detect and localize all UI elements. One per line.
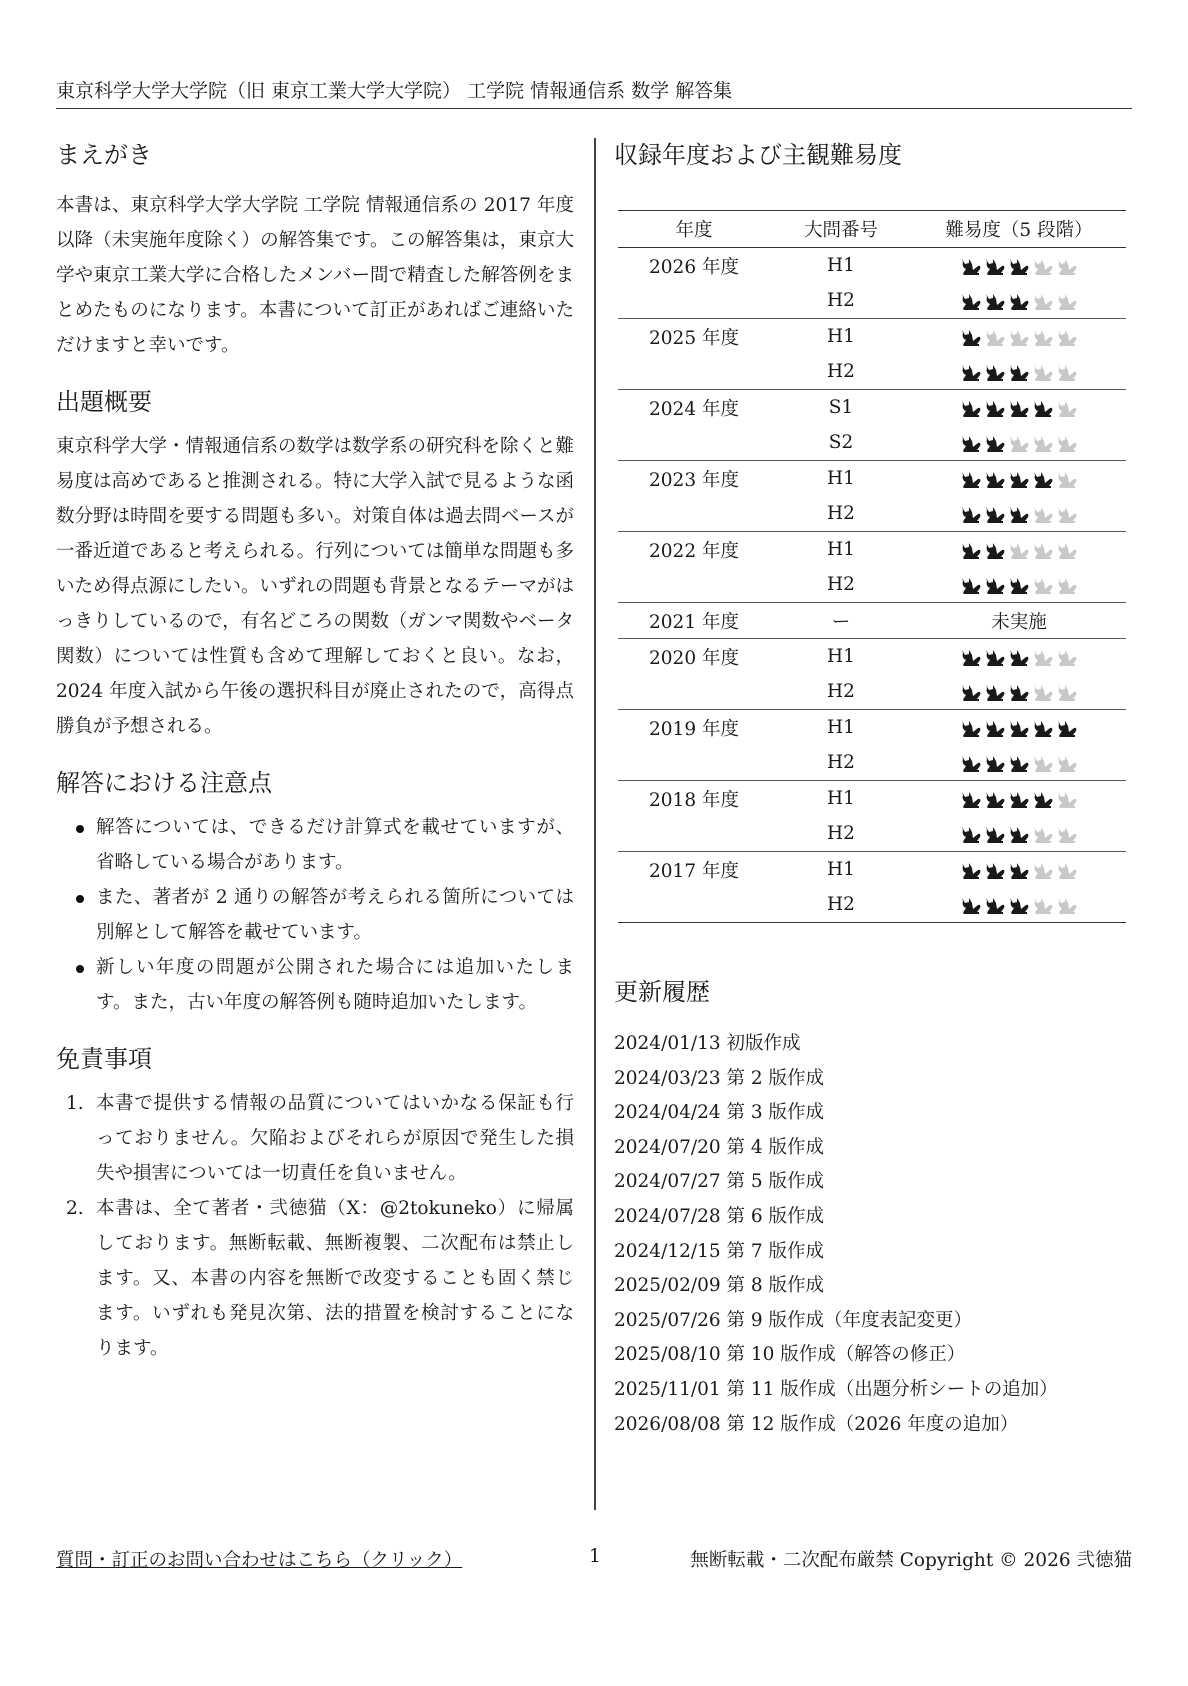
year-cell: 2025 年度 (618, 319, 770, 355)
question-cell: H1 (770, 710, 912, 746)
cat-icon-filled (1056, 718, 1078, 738)
column-header-question: 大問番号 (770, 211, 912, 248)
difficulty-rating (960, 362, 1078, 382)
cat-icon-empty (1056, 575, 1078, 595)
cat-icon-filled (984, 256, 1006, 276)
difficulty-cell (912, 639, 1126, 675)
year-cell: 2024 年度 (618, 390, 770, 426)
cat-icon-empty (1032, 540, 1054, 560)
question-cell: H2 (827, 503, 855, 524)
preface-section (56, 138, 574, 363)
cat-icon-empty (1032, 291, 1054, 311)
notes-section (56, 766, 574, 1020)
table-row (618, 710, 1126, 746)
bullet-icon (76, 825, 84, 833)
cat-icon-empty (1032, 682, 1054, 702)
cat-icon-empty (1032, 575, 1054, 595)
difficulty-rating (960, 753, 1078, 773)
question-cell: H1 (770, 319, 912, 355)
question-cell: H2 (827, 290, 855, 311)
difficulty-rating (960, 327, 1078, 347)
cat-icon-filled (1008, 718, 1030, 738)
question-cell: H1 (827, 255, 855, 276)
column-header-year: 年度 (618, 211, 770, 248)
difficulty-rating (960, 895, 1078, 915)
cat-icon-filled (1032, 469, 1054, 489)
list-item (56, 1086, 574, 1191)
cat-icon-empty (1056, 540, 1078, 560)
cat-icon-filled (960, 824, 982, 844)
history-entry: 2024/01/13 初版作成 (614, 1033, 801, 1054)
cat-icon-filled (960, 469, 982, 489)
year-cell: 2022 年度 (618, 532, 770, 568)
difficulty-cell (912, 425, 1126, 461)
cat-icon-filled (1008, 647, 1030, 667)
preface-heading: まえがき (56, 141, 152, 169)
bullet-icon (76, 895, 84, 903)
question-cell: S1 (770, 390, 912, 426)
cat-icon-filled (984, 504, 1006, 524)
table-header-row (618, 211, 1126, 248)
overview-text: 東京科学大学・情報通信系の数学は数学系の研究科を除くと難易度は高めであると推測される。特に大学入試で見るような函数分野は時間を要する問題も多い。対策自体は過去問ベースが一番近道であると考えられる。行列については簡単な問題も多いため得点源にしたい。いずれの問題も背景となるテーマがはっきりしているので，有名どころの関数（ガンマ関数やベータ関数）については性質も含めて理解しておくと良い。なお，2024 年度入試から午後の選択科目が廃止されたので，高得点勝負が予想される。 (56, 436, 575, 737)
question-cell: H2 (827, 361, 855, 382)
difficulty-cell (912, 496, 1126, 532)
cat-icon-filled (960, 433, 982, 453)
cat-icon-filled (960, 753, 982, 773)
year-cell (618, 887, 770, 923)
difficulty-cell (912, 887, 1126, 923)
list-number: 2. (66, 1198, 84, 1219)
cat-icon-empty (1032, 860, 1054, 880)
year-cell: 2021 年度 (618, 603, 770, 639)
cat-icon-empty (1056, 504, 1078, 524)
cat-icon-filled (960, 291, 982, 311)
difficulty-rating (960, 824, 1078, 844)
table-row (618, 283, 1126, 319)
disclaimer-section (56, 1042, 574, 1366)
table-row (618, 567, 1126, 603)
overview-heading: 出題概要 (56, 388, 152, 416)
difficulty-cell (912, 248, 1126, 284)
cat-icon-empty (1056, 291, 1078, 311)
table-row (618, 674, 1126, 710)
cat-icon-empty (1056, 753, 1078, 773)
page-number: 1 (589, 1546, 601, 1567)
cat-icon-filled (960, 575, 982, 595)
cat-icon-filled (1008, 824, 1030, 844)
cat-icon-filled (1008, 895, 1030, 915)
overview-section (56, 385, 574, 744)
cat-icon-filled (984, 718, 1006, 738)
cat-icon-filled (960, 540, 982, 560)
cat-icon-empty (1056, 860, 1078, 880)
notes-heading: 解答における注意点 (56, 769, 272, 797)
history-entry: 2025/08/10 第 10 版作成（解答の修正） (614, 1344, 966, 1366)
cat-icon-filled (1032, 398, 1054, 418)
difficulty-cell (912, 319, 1126, 355)
year-cell: 2017 年度 (618, 852, 770, 888)
list-item (56, 880, 574, 950)
table-row (618, 354, 1126, 390)
cat-icon-empty (1032, 824, 1054, 844)
disclaimer-heading: 免責事項 (56, 1045, 152, 1073)
cat-icon-filled (960, 789, 982, 809)
cat-icon-empty (1056, 469, 1078, 489)
cat-icon-empty (1032, 362, 1054, 382)
question-cell: H1 (770, 532, 912, 568)
difficulty-cell (912, 710, 1126, 746)
cat-icon-filled (984, 398, 1006, 418)
difficulty-rating (960, 433, 1078, 453)
difficulty-rating (960, 575, 1078, 595)
question-cell: H2 (827, 681, 855, 702)
difficulty-heading: 収録年度および主観難易度 (614, 141, 902, 169)
question-cell: H2 (827, 823, 855, 844)
history-entry: 2024/12/15 第 7 版作成 (614, 1240, 825, 1262)
cat-icon-filled (1032, 789, 1054, 809)
cat-icon-filled (984, 895, 1006, 915)
cat-icon-filled (960, 504, 982, 524)
disclaimer-text: 本書で提供する情報の品質についてはいかなる保証も行っておりません。欠陥およびそれらが原因で発生した損失や損害については一切責任を負いません。 (96, 1093, 574, 1184)
table-row (618, 745, 1126, 781)
difficulty-cell (912, 390, 1126, 426)
history-entry: 2025/11/01 第 11 版作成（出題分析シートの追加） (614, 1378, 1058, 1400)
disclaimer-list (56, 1086, 574, 1366)
bullet-icon (76, 965, 84, 973)
copyright-notice: 無断転載・二次配布厳禁 Copyright © 2026 弐徳猫 (690, 1550, 1132, 1571)
difficulty-section (614, 138, 1132, 923)
table-row (618, 603, 1126, 639)
list-item (56, 1191, 574, 1366)
difficulty-rating (960, 291, 1078, 311)
cat-icon-empty (1008, 540, 1030, 560)
history-heading: 更新履歴 (614, 978, 710, 1006)
note-text: また、著者が 2 通りの解答が考えられる箇所については別解として解答を載せています。 (96, 887, 574, 943)
history-entry: 2025/07/26 第 9 版作成（年度表記変更） (614, 1309, 973, 1331)
year-cell (618, 496, 770, 532)
cat-icon-filled (984, 433, 1006, 453)
year-cell: 2018 年度 (618, 781, 770, 817)
cat-icon-filled (1008, 753, 1030, 773)
difficulty-cell (912, 283, 1126, 319)
difficulty-rating (960, 540, 1078, 560)
cat-icon-filled (1008, 469, 1030, 489)
note-text: 解答については、できるだけ計算式を載せていますが、省略している場合があります。 (96, 817, 574, 873)
cat-icon-filled (1008, 291, 1030, 311)
table-row (618, 461, 1126, 497)
notes-list (56, 810, 574, 1020)
right-column (614, 138, 1132, 1442)
difficulty-cell (912, 567, 1126, 603)
cat-icon-empty (1056, 362, 1078, 382)
cat-icon-filled (1008, 504, 1030, 524)
difficulty-cell (912, 354, 1126, 390)
cat-icon-filled (960, 682, 982, 702)
cat-icon-empty (1056, 824, 1078, 844)
cat-icon-filled (1008, 789, 1030, 809)
cat-icon-filled (960, 327, 982, 347)
cat-icon-filled (960, 895, 982, 915)
table-row (618, 852, 1126, 888)
cat-icon-filled (1008, 575, 1030, 595)
question-cell: H1 (770, 639, 912, 675)
difficulty-cell (912, 461, 1126, 497)
history-entry: 2024/04/24 第 3 版作成 (614, 1102, 825, 1124)
cat-icon-filled (984, 647, 1006, 667)
year-cell: 2023 年度 (618, 461, 770, 497)
cat-icon-filled (1008, 398, 1030, 418)
cat-icon-filled (984, 575, 1006, 595)
year-cell: 2019 年度 (618, 710, 770, 746)
difficulty-rating (960, 469, 1078, 489)
note-text: 新しい年度の問題が公開された場合には追加いたします。また，古い年度の解答例も随時追加いたします。 (96, 957, 574, 1013)
year-cell (618, 354, 770, 390)
cat-icon-filled (984, 789, 1006, 809)
cat-icon-filled (960, 362, 982, 382)
question-cell: ー (770, 603, 912, 639)
table-row (618, 425, 1126, 461)
cat-icon-empty (1008, 327, 1030, 347)
cat-icon-filled (1008, 860, 1030, 880)
difficulty-rating (960, 398, 1078, 418)
history-list (614, 1027, 1132, 1442)
cat-icon-filled (984, 753, 1006, 773)
difficulty-cell (912, 745, 1126, 781)
cat-icon-filled (1008, 682, 1030, 702)
table-row (618, 319, 1126, 355)
cat-icon-empty (1056, 398, 1078, 418)
question-cell: H2 (827, 574, 855, 595)
cat-icon-empty (1032, 895, 1054, 915)
difficulty-table (618, 210, 1126, 923)
history-entry: 2024/07/27 第 5 版作成 (614, 1171, 825, 1193)
cat-icon-empty (1032, 327, 1054, 347)
difficulty-cell (912, 674, 1126, 710)
cat-icon-empty (1032, 433, 1054, 453)
cat-icon-empty (1032, 504, 1054, 524)
cat-icon-filled (984, 291, 1006, 311)
history-entry: 2024/03/23 第 2 版作成 (614, 1067, 825, 1089)
table-row (618, 390, 1126, 426)
cat-icon-empty (1032, 753, 1054, 773)
column-header-difficulty: 難易度（5 段階） (912, 211, 1126, 248)
table-row (618, 781, 1126, 817)
cat-icon-empty (1032, 647, 1054, 667)
cat-icon-filled (984, 540, 1006, 560)
difficulty-cell (912, 852, 1126, 888)
question-cell: S2 (828, 432, 854, 453)
difficulty-rating (960, 860, 1078, 880)
cat-icon-empty (1008, 433, 1030, 453)
list-number: 1. (66, 1093, 84, 1114)
preface-text: 本書は、東京科学大学大学院 工学院 情報通信系の 2017 年度以降（未実施年度除く）の解答集です。この解答集は，東京大学や東京工業大学に合格したメンバー間で精査した解答例をまとめたものになります。本書について訂正があればご連絡いただけますと幸いです。 (56, 195, 574, 356)
disclaimer-text: 本書は、全て著者・弐徳猫（X：@2tokuneko）に帰属しております。無断転載、無断複製、二次配布は禁止します。又、本書の内容を無断で改変することも固く禁じます。いずれも発見次第、法的措置を検討することになります。 (96, 1198, 574, 1359)
year-cell (618, 283, 770, 319)
cat-icon-empty (1056, 256, 1078, 276)
question-cell: H1 (770, 781, 912, 817)
cat-icon-filled (960, 398, 982, 418)
cat-icon-filled (984, 362, 1006, 382)
table-row (618, 532, 1126, 568)
cat-icon-filled (960, 256, 982, 276)
contact-link[interactable]: 質問・訂正のお問い合わせはこちら（クリック） (56, 1550, 463, 1571)
history-entry: 2025/02/09 第 8 版作成 (614, 1275, 825, 1297)
list-item (56, 950, 574, 1020)
cat-icon-filled (984, 469, 1006, 489)
cat-icon-filled (1032, 718, 1054, 738)
cat-icon-empty (1056, 895, 1078, 915)
cat-icon-filled (960, 860, 982, 880)
difficulty-cell (912, 816, 1126, 852)
cat-icon-empty (1056, 682, 1078, 702)
question-cell: H1 (770, 461, 912, 497)
cat-icon-filled (1008, 256, 1030, 276)
cat-icon-empty (1056, 789, 1078, 809)
cat-icon-empty (1056, 327, 1078, 347)
history-entry: 2024/07/20 第 4 版作成 (614, 1136, 825, 1158)
question-cell: H2 (770, 887, 912, 923)
column-divider (594, 138, 596, 1510)
difficulty-table-body (618, 248, 1126, 923)
table-row (618, 496, 1126, 532)
cat-icon-empty (984, 327, 1006, 347)
cat-icon-filled (984, 860, 1006, 880)
difficulty-cell (912, 781, 1126, 817)
difficulty-rating (960, 682, 1078, 702)
question-cell: H1 (770, 852, 912, 888)
difficulty-rating (960, 504, 1078, 524)
cat-icon-empty (1032, 256, 1054, 276)
cat-icon-filled (960, 718, 982, 738)
history-section (614, 975, 1132, 1442)
table-row (618, 639, 1126, 675)
cat-icon-empty (1056, 433, 1078, 453)
difficulty-rating (960, 647, 1078, 667)
history-entry: 2026/08/08 第 12 版作成（2026 年度の追加） (614, 1413, 1019, 1435)
page-footer (56, 1546, 1132, 1576)
cat-icon-filled (984, 682, 1006, 702)
difficulty-cell: 未実施 (912, 603, 1126, 639)
difficulty-rating (960, 789, 1078, 809)
table-row (618, 816, 1126, 852)
cat-icon-filled (984, 824, 1006, 844)
year-cell (618, 745, 770, 781)
cat-icon-filled (960, 647, 982, 667)
difficulty-rating (960, 718, 1078, 738)
year-cell: 2026 年度 (649, 256, 739, 278)
cat-icon-filled (1008, 362, 1030, 382)
year-cell (618, 425, 770, 461)
year-cell (618, 816, 770, 852)
table-row (618, 887, 1126, 923)
question-cell: H2 (827, 752, 855, 773)
year-cell (618, 674, 770, 710)
year-cell: 2020 年度 (618, 639, 770, 675)
left-column (56, 138, 574, 1366)
difficulty-cell (912, 532, 1126, 568)
table-row (618, 248, 1126, 284)
year-cell (618, 567, 770, 603)
running-header: 東京科学大学大学院（旧 東京工業大学大学院） 工学院 情報通信系 数学 解答集 (56, 80, 1132, 109)
list-item (56, 810, 574, 880)
history-entry: 2024/07/28 第 6 版作成 (614, 1205, 825, 1227)
cat-icon-empty (1056, 647, 1078, 667)
difficulty-rating (960, 256, 1078, 276)
